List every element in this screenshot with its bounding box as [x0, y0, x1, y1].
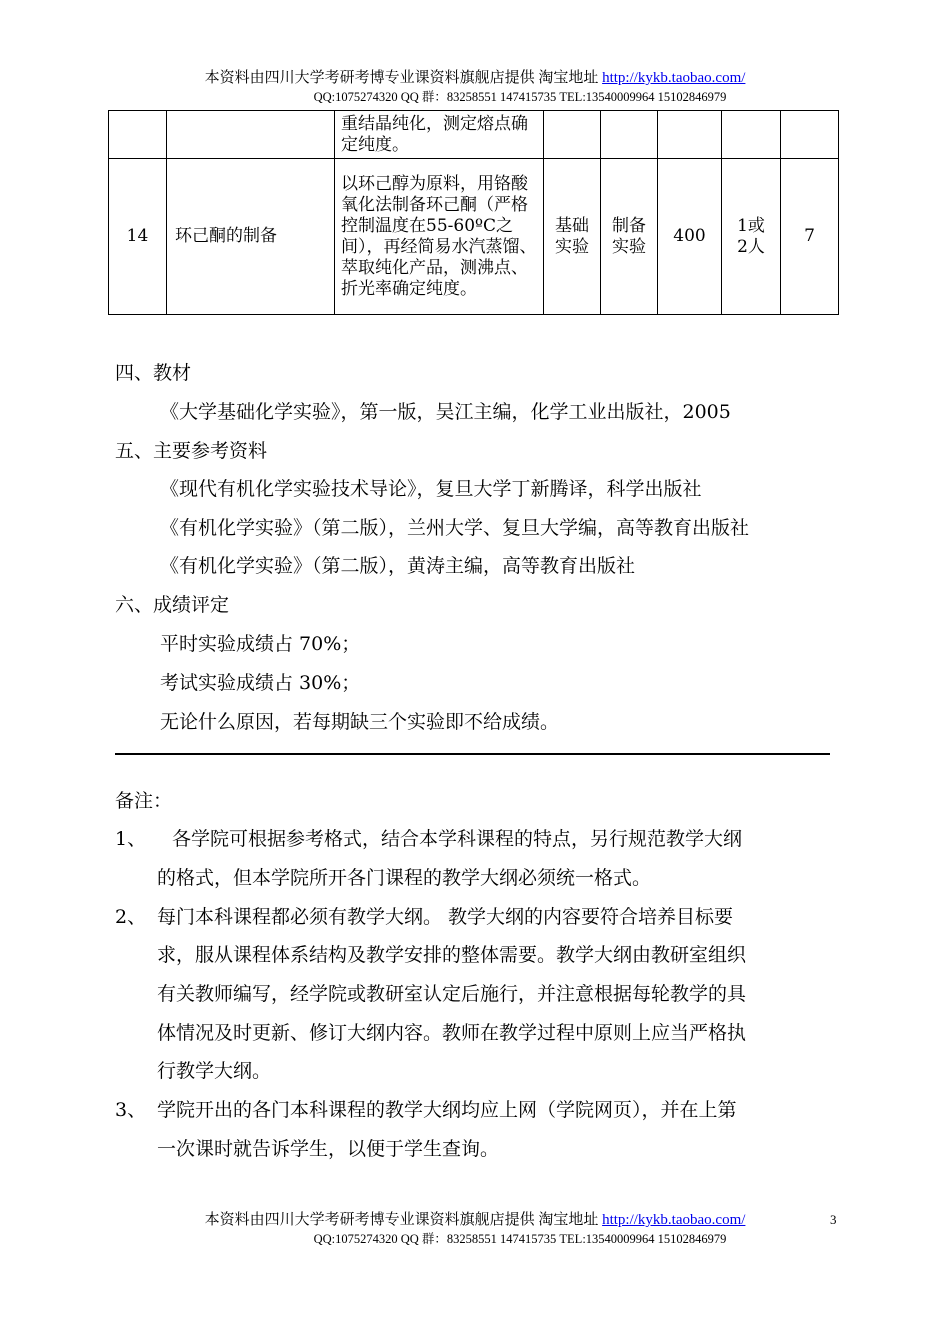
- reference-item: 《现代有机化学实验技术导论》，复旦大学丁新腾译，科学出版社: [160, 478, 702, 500]
- page-footer: [0, 1210, 950, 1247]
- cell-desc: 以环己醇为原料，用铬酸氧化法制备环己酮（严格控制温度在55-60ºC之间），再经简易水汽蒸馏、萃取纯化产品，测沸点、折光率确定纯度。: [335, 159, 544, 315]
- note-text: 每门本科课程都必须有教学大纲。 教学大纲的内容要符合培养目标要: [157, 906, 734, 928]
- reference-item: 《有机化学实验》（第二版），黄涛主编，高等教育出版社: [160, 555, 636, 577]
- table-row-14: [109, 159, 839, 315]
- note-text: 各学院可根据参考格式，结合本学科课程的特点，另行规范教学大纲: [172, 828, 743, 850]
- header-text: 本资料由四川大学考研考博专业课资料旗舰店提供 淘宝地址: [204, 70, 603, 86]
- section-heading-textbook: 四、教材: [115, 362, 192, 384]
- horizontal-divider: [115, 753, 830, 755]
- footer-link[interactable]: http://kykb.taobao.com/: [602, 1212, 746, 1228]
- note-text: 求，服从课程体系结构及教学安排的整体需要。教学大纲由教研室组织: [157, 944, 747, 966]
- note-text: 学院开出的各门本科课程的教学大纲均应上网（学院网页），并在上第: [157, 1099, 737, 1121]
- note-number: 3、: [115, 1099, 147, 1121]
- grading-item: 无论什么原因，若每期缺三个实验即不给成绩。: [160, 711, 560, 733]
- notes-heading: 备注：: [115, 790, 173, 812]
- section-heading-references: 五、主要参考资料: [115, 440, 268, 462]
- textbook-entry: 《大学基础化学实验》，第一版，吴江主编，化学工业出版社，2005: [160, 401, 731, 423]
- grading-item: 平时实验成绩占 70%；: [160, 633, 361, 655]
- note-number: 1、: [115, 828, 147, 850]
- table-row-continued: [109, 111, 839, 159]
- cell-no: 14: [109, 159, 167, 315]
- cell-name: 环己酮的制备: [167, 159, 335, 315]
- note-text: 行教学大纲。: [157, 1060, 272, 1082]
- grading-item: 考试实验成绩占 30%；: [160, 672, 361, 694]
- note-text: 体情况及时更新、修订大纲内容。教师在教学过程中原则上应当严格执: [157, 1022, 747, 1044]
- note-text: 一次课时就告诉学生，以便于学生查询。: [157, 1138, 500, 1160]
- cell-type: 制备实验: [601, 159, 658, 315]
- cell-hours: 7: [781, 159, 839, 315]
- note-text: 的格式，但本学院所开各门课程的教学大纲必须统一格式。: [157, 867, 652, 889]
- note-number: 2、: [115, 906, 147, 928]
- cell-group: 1或2人: [722, 159, 781, 315]
- cell-cost: 400: [658, 159, 722, 315]
- reference-item: 《有机化学实验》（第二版），兰州大学、复旦大学编，高等教育出版社: [160, 517, 750, 539]
- cell-desc: 重结晶纯化，测定熔点确定纯度。: [335, 111, 544, 159]
- experiment-table: [108, 110, 839, 315]
- footer-text: 本资料由四川大学考研考博专业课资料旗舰店提供 淘宝地址: [204, 1212, 603, 1228]
- footer-contact: QQ:1075274320 QQ 群：83258551 147415735 TEL:13540009964 15102846979: [313, 1232, 727, 1246]
- header-contact: QQ:1075274320 QQ 群：83258551 147415735 TEL:13540009964 15102846979: [313, 90, 727, 104]
- note-text: 有关教师编写，经学院或教研室认定后施行，并注意根据每轮教学的具: [157, 983, 747, 1005]
- section-heading-grading: 六、成绩评定: [115, 594, 230, 616]
- cell-category: 基础实验: [544, 159, 601, 315]
- page-header: [0, 68, 950, 105]
- header-link[interactable]: http://kykb.taobao.com/: [602, 70, 746, 86]
- page-number: 3: [830, 1212, 837, 1227]
